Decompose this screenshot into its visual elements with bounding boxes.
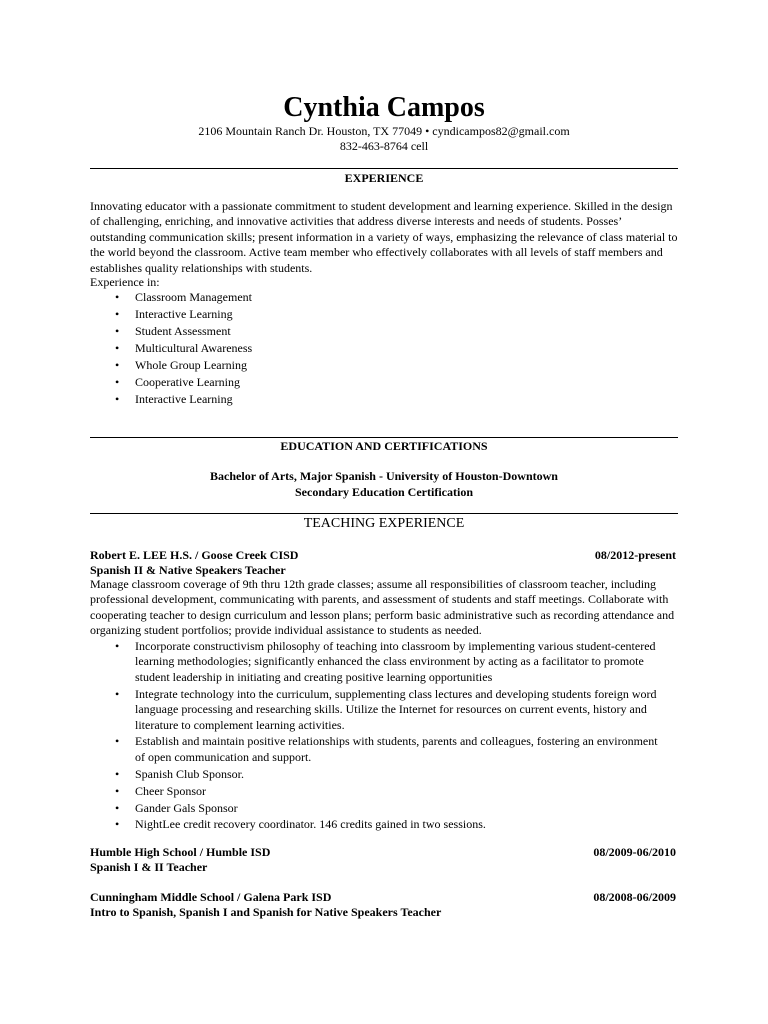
list-item: • Student Assessment (115, 324, 231, 338)
job-header (90, 845, 676, 860)
list-item: • Spanish Club Sponsor. (115, 766, 245, 781)
bullet-icon: • (115, 375, 120, 389)
list-item: • Cheer Sponsor (115, 783, 206, 798)
experience-heading: EXPERIENCE (344, 171, 424, 185)
experience-in-label: Experience in: (90, 275, 160, 289)
teaching-heading: TEACHING EXPERIENCE (303, 516, 465, 531)
bullet-icon: • (115, 800, 120, 815)
bullet-icon: • (115, 783, 120, 798)
bullet-icon: • (115, 324, 120, 338)
employer: Cunningham Middle School / Galena Park ISD (90, 890, 332, 904)
list-item: • Interactive Learning (115, 307, 233, 321)
job-dates: 08/2009-06/2010 (593, 845, 676, 859)
certification: Secondary Education Certification (295, 485, 473, 499)
list-item: • Gander Gals Sponsor (115, 800, 238, 815)
job-title: Spanish II & Native Speakers Teacher (90, 563, 286, 577)
bullet-icon: • (115, 307, 120, 321)
job-dates: 08/2008-06/2009 (593, 890, 676, 904)
job-header (90, 548, 676, 563)
divider (90, 168, 678, 169)
list-item: • Integrate technology into the curriculum, supplementing class lectures and developing students foreign word language processing and researching skills. Utilize the Internet for resources on current events, history and literature to complement learning activities. (115, 686, 657, 732)
bullet-icon: • (115, 358, 120, 372)
experience-summary: Innovating educator with a passionate commitment to student development and learning experience. Skilled in the design of challenging, enriching, and innovative activities that address diverse interests and needs of students. Posses’ outstanding communication skills; present information in a variety of ways, emphasizing the relevance of class material to the world beyond the classroom. Active team member who effectively collaborates with all levels of staff members and establishes quality relationships with students. (90, 199, 678, 275)
bullet-icon: • (115, 686, 120, 701)
bullet-icon: • (115, 392, 120, 406)
address-line: 2106 Mountain Ranch Dr. Houston, TX 77049 • cyndicampos82@gmail.com (198, 124, 570, 138)
degree: Bachelor of Arts, Major Spanish - University of Houston-Downtown (210, 469, 558, 483)
list-item: • NightLee credit recovery coordinator. 146 credits gained in two sessions. (115, 817, 486, 832)
job-header (90, 890, 676, 905)
list-item: • Whole Group Learning (115, 358, 247, 372)
candidate-name: Cynthia Campos (283, 92, 485, 123)
job-description: Manage classroom coverage of 9th thru 12th grade classes; assume all responsibilities of classroom teacher, including professional development, communicating with parents, and assessment of students and staff meetings. Collaborate with cooperating teacher to design curriculum and lesson plans; perform basic administrative such as recording attendance and organizing student portfolios; provide individual assistance to students as needed. (90, 577, 675, 638)
list-item: • Classroom Management (115, 290, 252, 304)
bullet-icon: • (115, 341, 120, 355)
bullet-icon: • (115, 766, 120, 781)
education-heading: EDUCATION AND CERTIFICATIONS (280, 439, 488, 453)
job-title: Spanish I & II Teacher (90, 860, 208, 874)
bullet-icon: • (115, 639, 120, 653)
employer: Humble High School / Humble ISD (90, 845, 271, 859)
list-item: • Incorporate constructivism philosophy of teaching into classroom by implementing various student-centered learning methodologies; significantly enhanced the class environment by acting as a facilitator to promote student leadership in initiating and creating positive learning opportunities (115, 639, 656, 684)
list-item: • Cooperative Learning (115, 375, 240, 389)
list-item: • Interactive Learning (115, 392, 233, 406)
job-dates: 08/2012-present (594, 548, 676, 562)
list-item: • Multicultural Awareness (115, 341, 253, 355)
bullet-icon: • (115, 290, 120, 304)
job-title: Intro to Spanish, Spanish I and Spanish for Native Speakers Teacher (90, 905, 442, 919)
divider (90, 437, 678, 438)
phone-line: 832-463-8764 cell (339, 139, 429, 153)
skills-list (90, 289, 670, 408)
bullet-icon: • (115, 817, 120, 832)
divider (90, 513, 678, 514)
job-bullets (90, 639, 670, 834)
list-item: • Establish and maintain positive relationships with students, parents and colleagues, fostering an environment of open communication and support. (115, 734, 658, 764)
bullet-icon: • (115, 734, 120, 749)
employer: Robert E. LEE H.S. / Goose Creek CISD (90, 548, 299, 562)
